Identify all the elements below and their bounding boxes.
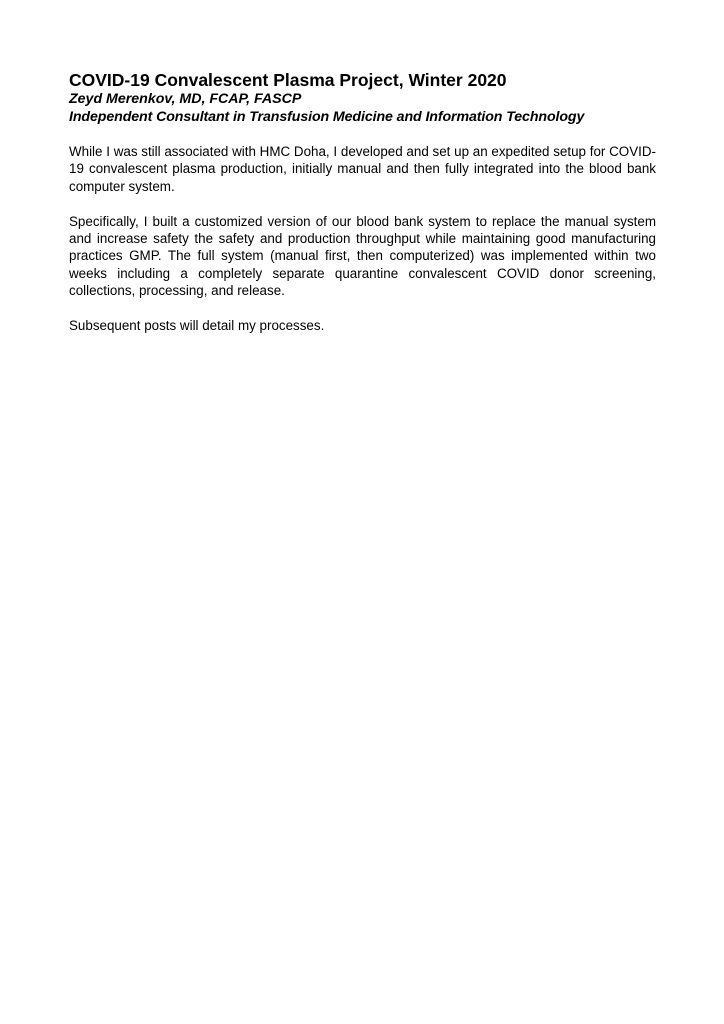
body-paragraph: While I was still associated with HMC Doha, I developed and set up an expedited setup for COVID-19 convalescent plasma production, initially manual and then fully integrated into the blood bank computer system. [69, 144, 656, 194]
body-paragraph: Specifically, I built a customized version of our blood bank system to replace the manual system and increase safety the safety and production throughput while maintaining good manufacturing practices GMP. The full system (manual first, then computerized) was implemented within two weeks including a completely separate quarantine convalescent COVID donor screening, collections, processing, and release. [69, 213, 656, 299]
document-title: COVID-19 Convalescent Plasma Project, Winter 2020 [69, 70, 507, 90]
document-page [69, 70, 656, 352]
document-body [69, 143, 656, 334]
author-line: Zeyd Merenkov, MD, FCAP, FASCP [69, 91, 302, 107]
body-paragraph: Subsequent posts will detail my processes. [69, 318, 325, 334]
affiliation-line: Independent Consultant in Transfusion Medicine and Information Technology [69, 109, 585, 125]
